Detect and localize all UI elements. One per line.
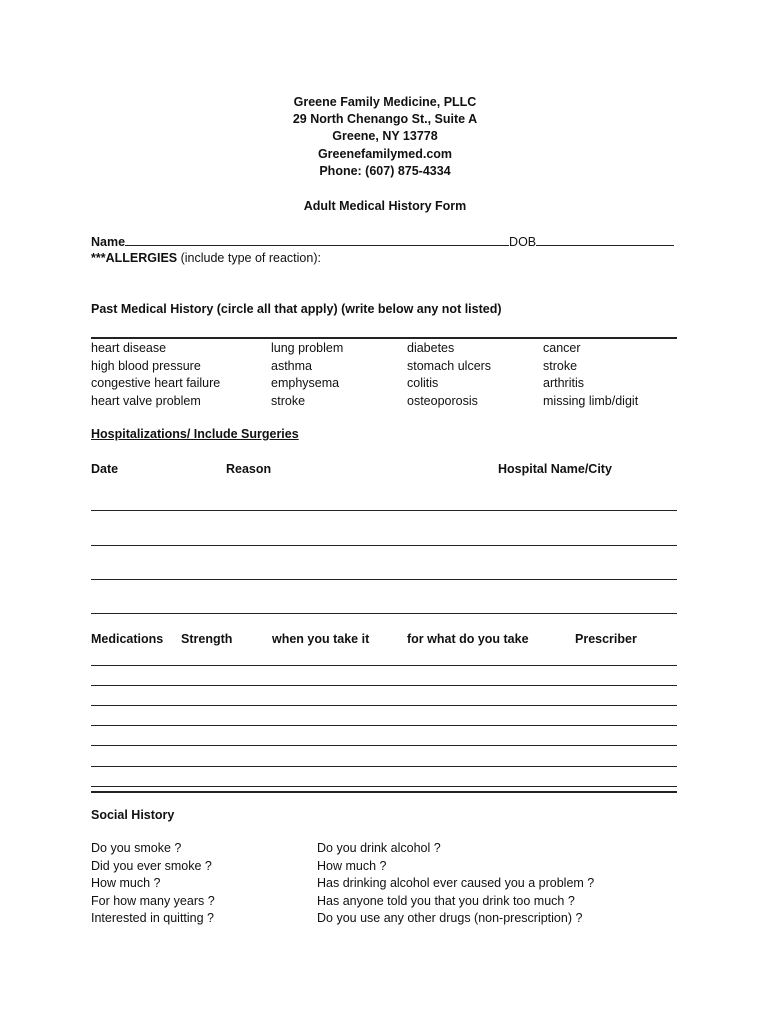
hosp-col-date: Date [91, 462, 119, 476]
hosp-col-reason: Reason [226, 462, 272, 476]
allergies-row [91, 251, 321, 265]
medications-section-divider [91, 791, 677, 793]
med-col-for-what: for what do you take [407, 632, 529, 646]
address-line-2: Greene, NY 13778 [332, 129, 438, 143]
hospitalization-entry-line[interactable] [91, 545, 677, 546]
med-col-when: when you take it [272, 632, 370, 646]
hospitalization-entry-line[interactable] [91, 510, 677, 511]
condition-item[interactable]: diabetes [407, 341, 455, 355]
condition-item[interactable]: asthma [271, 358, 312, 373]
condition-column-4 [543, 340, 638, 410]
dob-label: DOB [509, 235, 537, 249]
name-field[interactable] [125, 233, 509, 246]
condition-item[interactable]: lung problem [271, 341, 344, 355]
condition-item[interactable]: arthritis [543, 376, 584, 390]
social-question: How much ? [317, 858, 387, 873]
past-history-divider [91, 337, 677, 339]
form-title: Adult Medical History Form [303, 199, 467, 213]
social-question: Has anyone told you that you drink too much ? [317, 893, 575, 908]
social-question: Has drinking alcohol ever caused you a problem ? [317, 876, 595, 890]
dob-field[interactable] [536, 233, 674, 246]
social-questions-right [317, 840, 594, 928]
website: Greenefamilymed.com [317, 147, 453, 161]
social-question: Did you ever smoke ? [91, 858, 212, 873]
social-question: Do you use any other drugs (non-prescription) ? [317, 911, 583, 925]
condition-item[interactable]: osteoporosis [407, 393, 478, 408]
medication-entry-line[interactable] [91, 786, 677, 787]
social-question: Do you drink alcohol ? [317, 841, 441, 855]
condition-item[interactable]: missing limb/digit [543, 393, 639, 408]
condition-item[interactable]: heart disease [91, 341, 167, 355]
medication-entry-line[interactable] [91, 745, 677, 746]
med-col-medications: Medications [91, 632, 164, 646]
address-line-1: 29 North Chenango St., Suite A [292, 112, 478, 126]
allergies-label: ***ALLERGIES [91, 251, 178, 265]
condition-item[interactable]: stroke [543, 358, 578, 373]
social-question: How much ? [91, 876, 161, 890]
med-col-strength: Strength [181, 632, 233, 646]
past-history-heading: Past Medical History (circle all that apply) (write below any not listed) [91, 302, 502, 316]
social-question: For how many years ? [91, 893, 215, 908]
medication-entry-line[interactable] [91, 705, 677, 706]
condition-item[interactable]: emphysema [271, 376, 340, 390]
condition-column-2 [271, 340, 343, 410]
condition-item[interactable]: colitis [407, 376, 439, 390]
name-label: Name [91, 235, 126, 249]
condition-item[interactable]: heart valve problem [91, 393, 201, 408]
condition-item[interactable]: stomach ulcers [407, 358, 492, 373]
social-history-heading: Social History [91, 808, 175, 822]
med-col-prescriber: Prescriber [575, 632, 637, 646]
practice-name: Greene Family Medicine, PLLC [293, 95, 477, 109]
condition-item[interactable]: high blood pressure [91, 358, 201, 373]
condition-column-1 [91, 340, 220, 410]
condition-item[interactable]: cancer [543, 341, 581, 355]
phone: Phone: (607) 875-4334 [319, 164, 451, 178]
hosp-col-hospital: Hospital Name/City [498, 462, 612, 476]
hospitalizations-heading: Hospitalizations/ Include Surgeries [91, 427, 299, 441]
condition-item[interactable]: congestive heart failure [91, 376, 221, 390]
hospitalization-entry-line[interactable] [91, 579, 677, 580]
social-questions-left [91, 840, 215, 928]
medication-entry-line[interactable] [91, 665, 677, 666]
hospitalization-entry-line[interactable] [91, 613, 677, 614]
condition-item[interactable]: stroke [271, 393, 306, 408]
medication-entry-line[interactable] [91, 725, 677, 726]
medication-entry-line[interactable] [91, 766, 677, 767]
allergies-note: (include type of reaction): [177, 251, 321, 265]
social-question: Interested in quitting ? [91, 911, 214, 925]
condition-column-3 [407, 340, 491, 410]
social-question: Do you smoke ? [91, 841, 182, 855]
medication-entry-line[interactable] [91, 685, 677, 686]
name-row [91, 233, 674, 249]
